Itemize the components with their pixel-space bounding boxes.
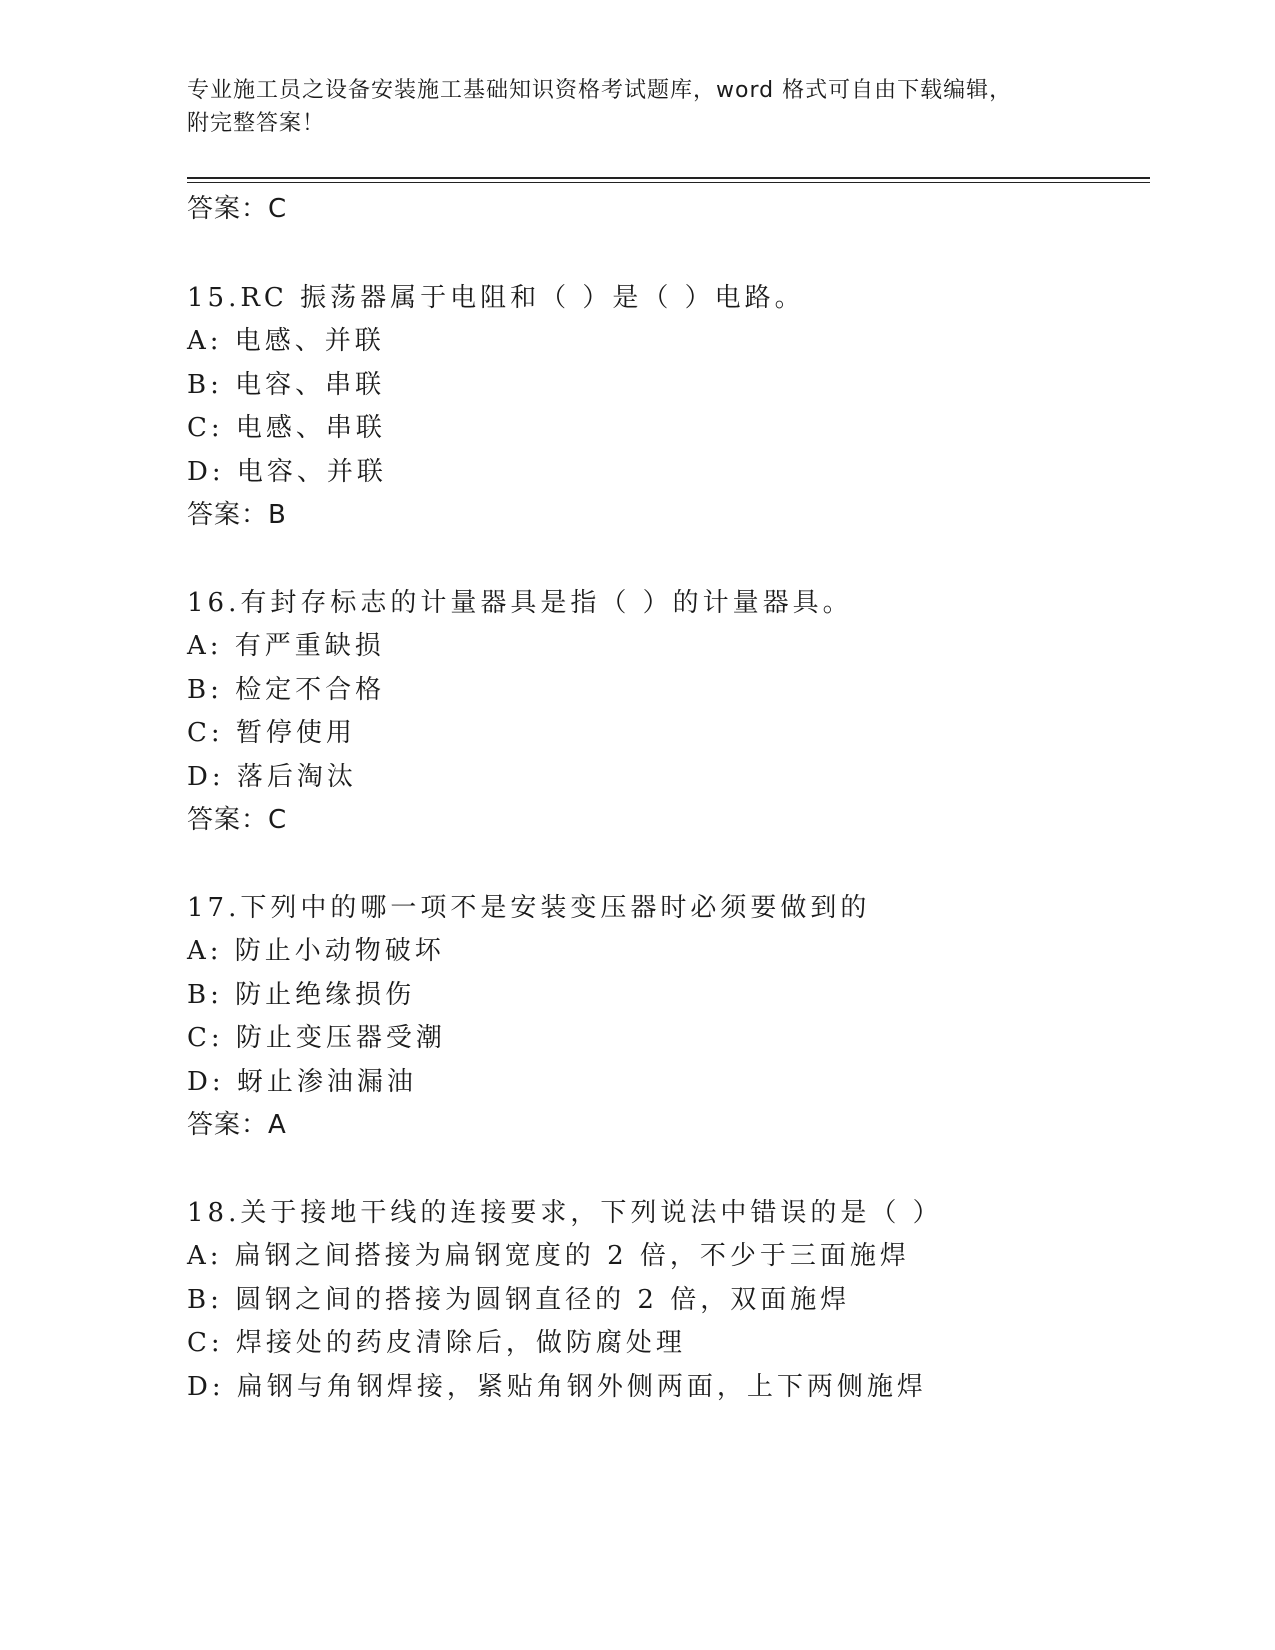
question-15-stem: 15.RC 振荡器属于电阻和（ ）是（ ）电路。 [187, 283, 805, 313]
question-18-option-b: B: 圆钢之间的搭接为圆钢直径的 2 倍，双面施焊 [187, 1285, 851, 1315]
question-18-option-a: A: 扁钢之间搭接为扁钢宽度的 2 倍，不少于三面施焊 [187, 1241, 910, 1271]
question-15-option-d: D: 电容、并联 [187, 457, 387, 487]
question-18-stem: 18.关于接地干线的连接要求，下列说法中错误的是（ ） [187, 1198, 943, 1228]
question-17-stem: 17.下列中的哪一项不是安装变压器时必须要做到的 [187, 893, 871, 923]
question-16-option-d: D: 落后淘汰 [187, 762, 357, 792]
question-15-answer: 答案：B [187, 500, 287, 530]
question-15-option-b: B: 电容、串联 [187, 370, 386, 400]
header-divider-thick [187, 177, 1150, 179]
question-17-option-d: D: 蚜止渗油漏油 [187, 1067, 417, 1097]
question-16-option-b: B: 检定不合格 [187, 675, 386, 705]
question-17-option-a: A: 防止小动物破坏 [187, 936, 445, 966]
document-header [187, 74, 1087, 140]
question-15-option-c: C: 电感、串联 [187, 413, 386, 443]
question-17-answer: 答案：A [187, 1110, 287, 1140]
question-17-option-b: B: 防止绝缘损伤 [187, 980, 416, 1010]
question-16-option-a: A: 有严重缺损 [187, 631, 385, 661]
question-16-stem: 16.有封存标志的计量器具是指（ ）的计量器具。 [187, 588, 853, 618]
header-line-1: 专业施工员之设备安装施工基础知识资格考试题库，word 格式可自由下载编辑， [187, 78, 1013, 103]
question-16-option-c: C: 暂停使用 [187, 718, 356, 748]
question-15-option-a: A: 电感、并联 [187, 326, 385, 356]
question-17-option-c: C: 防止变压器受潮 [187, 1023, 446, 1053]
answer-prev: 答案：C [187, 194, 288, 224]
header-divider-thin [187, 182, 1150, 183]
question-18-option-d: D: 扁钢与角钢焊接，紧贴角钢外侧两面，上下两侧施焊 [187, 1372, 927, 1402]
question-18-option-c: C: 焊接处的药皮清除后，做防腐处理 [187, 1328, 686, 1358]
question-16-answer: 答案：C [187, 805, 288, 835]
header-line-2: 附完整答案！ [187, 111, 326, 136]
